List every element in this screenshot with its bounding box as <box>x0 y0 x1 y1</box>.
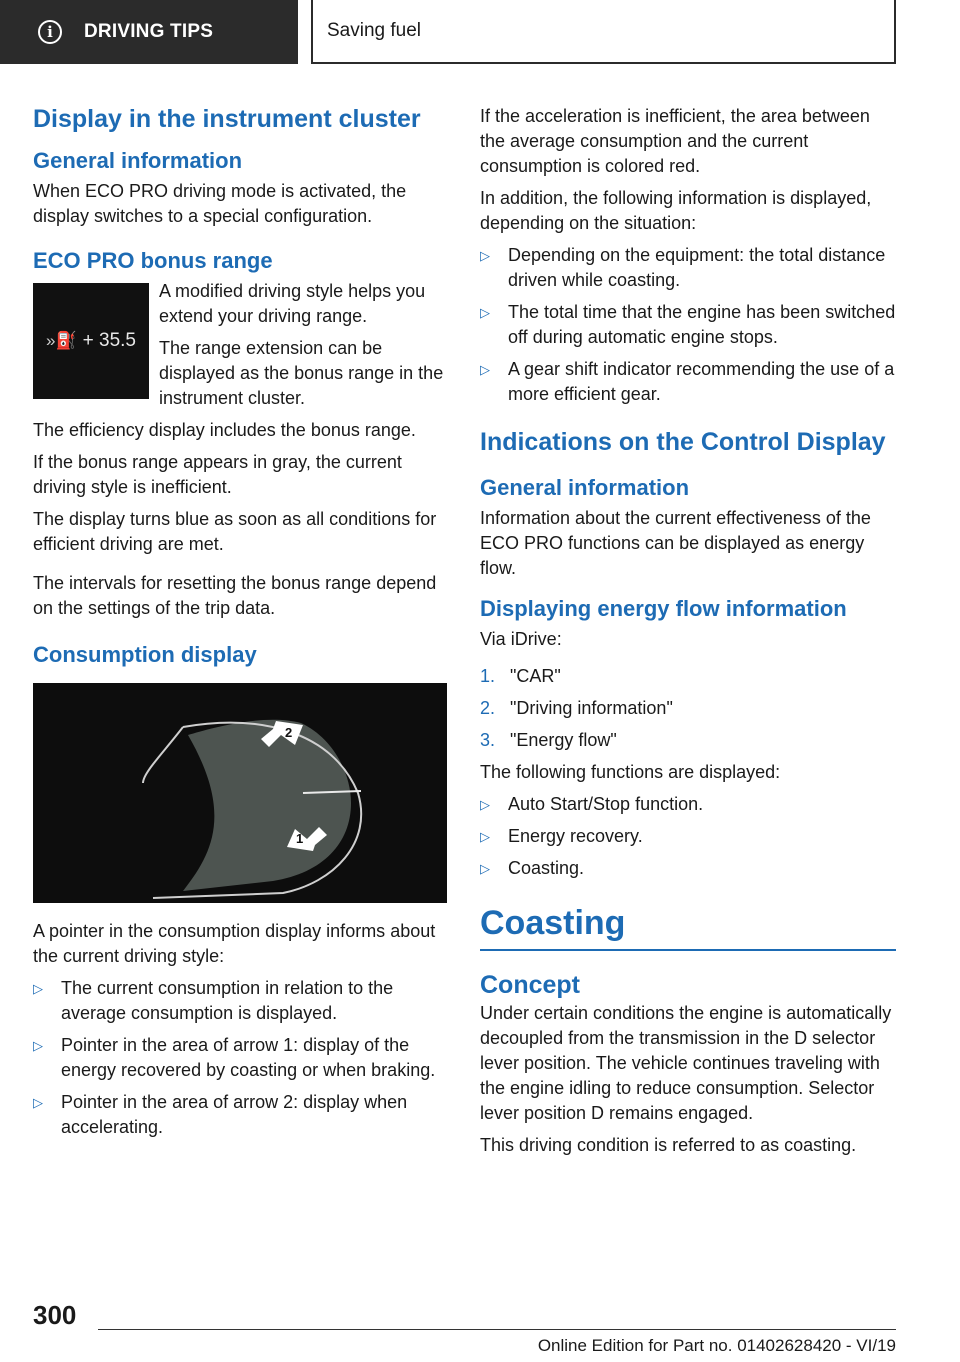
heading-energy-flow: Displaying energy flow information <box>480 596 847 621</box>
triangle-bullet-icon: ▷ <box>33 981 43 996</box>
paragraph: If the acceleration is inefficient, the area between the average consumption and the current consumption is colored red. <box>480 106 870 176</box>
paragraph: When ECO PRO driving mode is activated, the display switches to a special configuration. <box>33 181 407 226</box>
paragraph: The display turns blue as soon as all conditions for efficient driving are met. <box>33 509 437 554</box>
paragraph: A modified driving style helps you extend your driving range. <box>159 281 426 326</box>
heading-general-information: General information <box>33 148 243 173</box>
list-item <box>33 1090 447 1140</box>
paragraph: In addition, the following information is displayed, depending on the situation: <box>480 188 872 233</box>
arrow-label-1: 1 <box>296 831 304 846</box>
right-column <box>480 96 896 1165</box>
section-title: DRIVING TIPS <box>84 21 214 42</box>
triangle-bullet-icon: ▷ <box>480 362 490 377</box>
list-item-text: Auto Start/Stop function. <box>508 794 704 814</box>
list-item <box>480 824 896 849</box>
paragraph: The range extension can be displayed as the bonus range in the instrument cluster. <box>159 338 444 408</box>
consumption-bullet-list <box>33 976 447 1140</box>
paragraph: The following functions are displayed: <box>480 762 781 782</box>
topic-title: Saving fuel <box>327 20 422 41</box>
eco-pro-text <box>159 279 447 418</box>
heading-instrument-cluster: Display in the instrument cluster <box>33 105 421 133</box>
list-item-text: A gear shift indicator recommending the use of a more efficient gear. <box>508 359 895 404</box>
heading-general-information: General information <box>480 475 690 500</box>
idrive-steps <box>480 664 896 753</box>
heading-eco-pro-bonus-range: ECO PRO bonus range <box>33 248 273 273</box>
functions-bullet-list <box>480 792 896 881</box>
list-item <box>480 300 896 350</box>
step-number: 3. <box>480 730 496 750</box>
triangle-bullet-icon: ▷ <box>480 305 490 320</box>
heading-control-display: Indications on the Control Display <box>480 428 886 456</box>
list-item-text: Pointer in the area of arrow 2: display when accelerating. <box>61 1092 408 1137</box>
paragraph: If the bonus range appears in gray, the current driving style is inefficient. <box>33 452 402 497</box>
paragraph: Information about the current effectiveness of the ECO PRO functions can be displayed as energy flow. <box>480 508 871 578</box>
list-item <box>480 243 896 293</box>
list-item <box>480 856 896 881</box>
footer-rule <box>98 1329 896 1330</box>
header-section-tab <box>0 0 298 64</box>
list-item <box>480 792 896 817</box>
footer-edition: Online Edition for Part no. 01402628420 - VI/19 <box>537 1336 896 1355</box>
list-item-text: Energy recovery. <box>508 826 643 846</box>
triangle-bullet-icon: ▷ <box>480 248 490 263</box>
step-text: "Energy flow" <box>510 730 617 750</box>
bonus-range-display-image <box>33 283 149 399</box>
paragraph: A pointer in the consumption display informs about the current driving style: <box>33 921 436 966</box>
step-number: 2. <box>480 698 496 718</box>
fuel-pump-icon: »⛽ <box>46 331 77 350</box>
eco-pro-block <box>33 279 447 418</box>
triangle-bullet-icon: ▷ <box>480 829 490 844</box>
step-text: "Driving information" <box>510 698 673 718</box>
paragraph: Via iDrive: <box>480 629 562 649</box>
list-item-text: Pointer in the area of arrow 1: display of the energy recovered by coasting or when braking. <box>61 1035 436 1080</box>
list-item-text: Depending on the equipment: the total distance driven while coasting. <box>508 245 886 290</box>
paragraph: The efficiency display includes the bonus range. <box>33 420 416 440</box>
list-item-text: Coasting. <box>508 858 585 878</box>
heading-consumption-display: Consumption display <box>33 642 257 667</box>
list-item <box>33 1033 447 1083</box>
heading-concept: Concept <box>480 971 580 999</box>
list-item <box>33 976 447 1026</box>
step-item <box>480 728 896 753</box>
triangle-bullet-icon: ▷ <box>33 1095 43 1110</box>
info-icon: i <box>38 20 62 44</box>
page-number: 300 <box>33 1300 77 1330</box>
arrow-label-2: 2 <box>285 725 293 740</box>
header-topic-box <box>311 0 896 64</box>
heading-coasting: Coasting <box>480 904 626 942</box>
left-column <box>33 96 447 1147</box>
triangle-bullet-icon: ▷ <box>480 861 490 876</box>
heading-rule <box>480 949 896 951</box>
step-item <box>480 696 896 721</box>
paragraph: This driving condition is referred to as coasting. <box>480 1135 857 1155</box>
step-item <box>480 664 896 689</box>
step-text: "CAR" <box>510 666 561 686</box>
list-item <box>480 357 896 407</box>
paragraph: The intervals for resetting the bonus range depend on the settings of the trip data. <box>33 573 437 618</box>
consumption-gauge-graphic <box>33 683 447 903</box>
list-item-text: The current consumption in relation to the average consumption is displayed. <box>61 978 394 1023</box>
triangle-bullet-icon: ▷ <box>480 797 490 812</box>
triangle-bullet-icon: ▷ <box>33 1038 43 1053</box>
consumption-display-image <box>33 683 447 903</box>
step-number: 1. <box>480 666 496 686</box>
list-item-text: The total time that the engine has been switched off during automatic engine stops. <box>508 302 896 347</box>
bonus-range-value: + 35.5 <box>82 330 136 351</box>
situation-bullet-list <box>480 243 896 407</box>
paragraph: Under certain conditions the engine is automatically decoupled from the transmission in the D selector lever position. The vehicle continues traveling with the engine idling to reduce consumption. Selector lever position D remains engaged. <box>480 1003 892 1123</box>
